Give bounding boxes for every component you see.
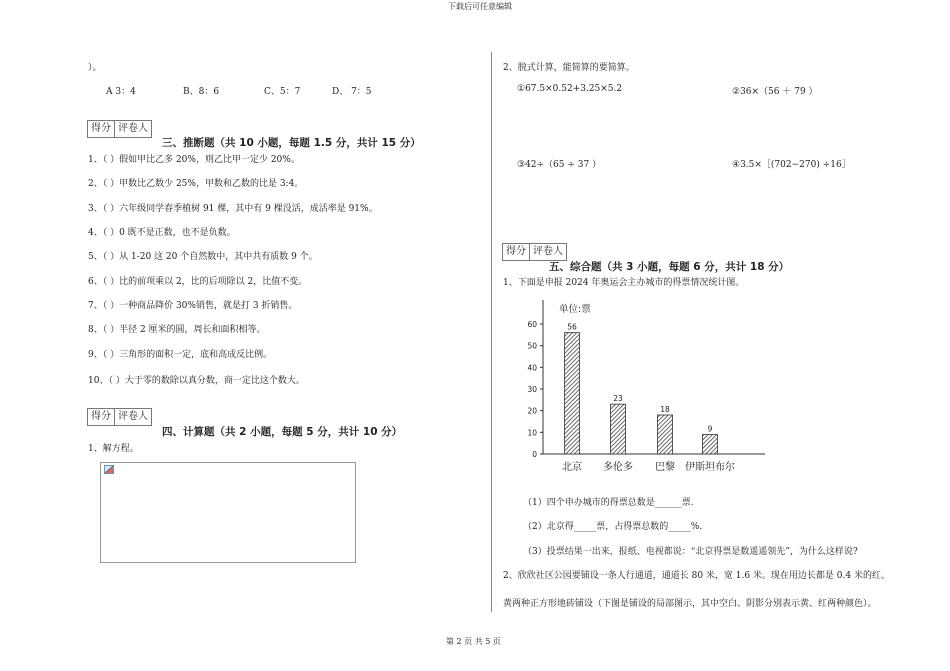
bar-巴黎	[658, 415, 673, 454]
judgement-item: 4、（ ）0 既不是正数，也不是负数。	[88, 228, 236, 238]
calc-item: ④3.5×［(702−270) ÷16］	[732, 160, 851, 170]
category-label: 多伦多	[603, 462, 633, 473]
category-label: 伊斯坦布尔	[685, 462, 735, 473]
judgement-item: 7、（ ）一种商品降价 30%销售，就是打 3 折销售。	[88, 301, 298, 311]
sub-question-2: （2）北京得_____票，占得票总数的_____%.	[523, 522, 703, 532]
calc-item: ①67.5×0.52+3.25×5.2	[517, 84, 623, 94]
unit-label: 单位:票	[559, 304, 591, 315]
option-b: B、8：6	[183, 87, 220, 97]
votes-bar-chart	[515, 292, 775, 477]
section3-title: 三、推断题（共 10 小题，每题 1.5 分，共计 15 分）	[162, 137, 421, 149]
score-box-section3	[87, 120, 152, 138]
score-label: 得分	[88, 121, 115, 137]
column-divider	[491, 52, 492, 612]
y-tick-label: 50	[527, 341, 537, 351]
bar-value-label: 18	[660, 405, 670, 414]
bar-value-label: 56	[567, 322, 577, 332]
y-tick-label: 30	[527, 385, 537, 394]
judgement-item: 10、（ ）大于零的数除以真分数，商一定比这个数大。	[88, 376, 305, 386]
judgement-item: 9、（ ）三角形的面积一定，底和高成反比例。	[88, 350, 273, 360]
y-tick-label: 60	[527, 320, 537, 329]
option-a: A 3：4	[106, 87, 136, 97]
section4-title: 四、计算题（共 2 小题，每题 5 分，共计 10 分）	[162, 426, 403, 438]
sub-question-3: （3）投票结果一出来，报纸、电视都说：“北京得票是数遥遥领先”，为什么这样说?	[523, 547, 858, 557]
bar-value-label: 9	[707, 424, 713, 434]
option-c: C、5：7	[264, 87, 301, 97]
calc-item: ③42÷（65 ÷ 37 ）	[517, 160, 602, 170]
solve-equation-question: 1、解方程。	[88, 444, 139, 454]
judgement-item: 1、（ ）假如甲比乙多 20%，则乙比甲一定少 20%。	[88, 155, 300, 165]
bar-北京	[565, 333, 580, 454]
bar-value-label: 23	[613, 394, 623, 404]
y-tick-label: 40	[527, 363, 537, 373]
judgement-item: 6、（ ）比的前项乘以 2，比的后项除以 2，比值不变。	[88, 277, 308, 287]
sub-question-1: （1）四个申办城市的得票总数是______票.	[523, 498, 694, 508]
calc-question-title: 2、脱式计算，能简算的要简算。	[503, 63, 635, 73]
category-label: 北京	[562, 462, 582, 473]
equation-image-box	[100, 462, 356, 563]
pathway-question-line2: 黄两种正方形地砖铺设（下图是铺设的局部图示，其中空白、阴影分别表示黄、红两种颜色）。	[503, 599, 877, 609]
option-d: D、 7：5	[332, 87, 372, 97]
grader-label: 评卷人	[118, 411, 148, 422]
pathway-question-line1: 2、欣欣社区公园要铺设一条人行通道，通道长 80 米，宽 1.6 米。现在用边长都是 0.4 米的红、	[503, 571, 890, 581]
bar-伊斯坦布尔	[703, 435, 718, 455]
judgement-item: 2、（ ）甲数比乙数少 25%，甲数和乙数的比是 3:4。	[88, 179, 304, 189]
calc-item: ②36×（56 ＋ 79 ）	[732, 87, 818, 97]
judgement-item: 5、（ ）从 1-20 这 20 个自然数中，其中共有质数 9 个。	[88, 252, 318, 262]
judgement-item: 8、（ ）半径 2 厘米的圆，周长和面积相等。	[88, 325, 266, 335]
y-tick-label: 10	[527, 428, 537, 438]
image-placeholder-icon	[104, 465, 114, 474]
judgement-item: 3、（ ）六年级同学春季植树 91 棵，其中有 9 棵没活，成活率是 91%。	[88, 204, 378, 214]
grader-label: 评卷人	[533, 246, 563, 257]
page-footer: 第 2 页 共 5 页	[446, 637, 501, 646]
continued-text: ）。	[88, 63, 102, 73]
score-label: 得分	[503, 244, 530, 260]
section5-title: 五、综合题（共 3 小题，每题 6 分，共计 18 分）	[549, 261, 790, 273]
y-tick-label: 0	[532, 450, 537, 459]
bar-多伦多	[611, 404, 626, 454]
category-label: 巴黎	[655, 462, 675, 473]
y-tick-label: 20	[527, 406, 537, 416]
score-label: 得分	[88, 409, 115, 425]
score-box-section4	[87, 408, 152, 426]
page-header: 下载后可任意编辑	[448, 2, 512, 11]
grader-label: 评卷人	[118, 123, 148, 134]
chart-question: 1、下面是申报 2024 年奥运会主办城市的得票情况统计图。	[503, 278, 745, 288]
